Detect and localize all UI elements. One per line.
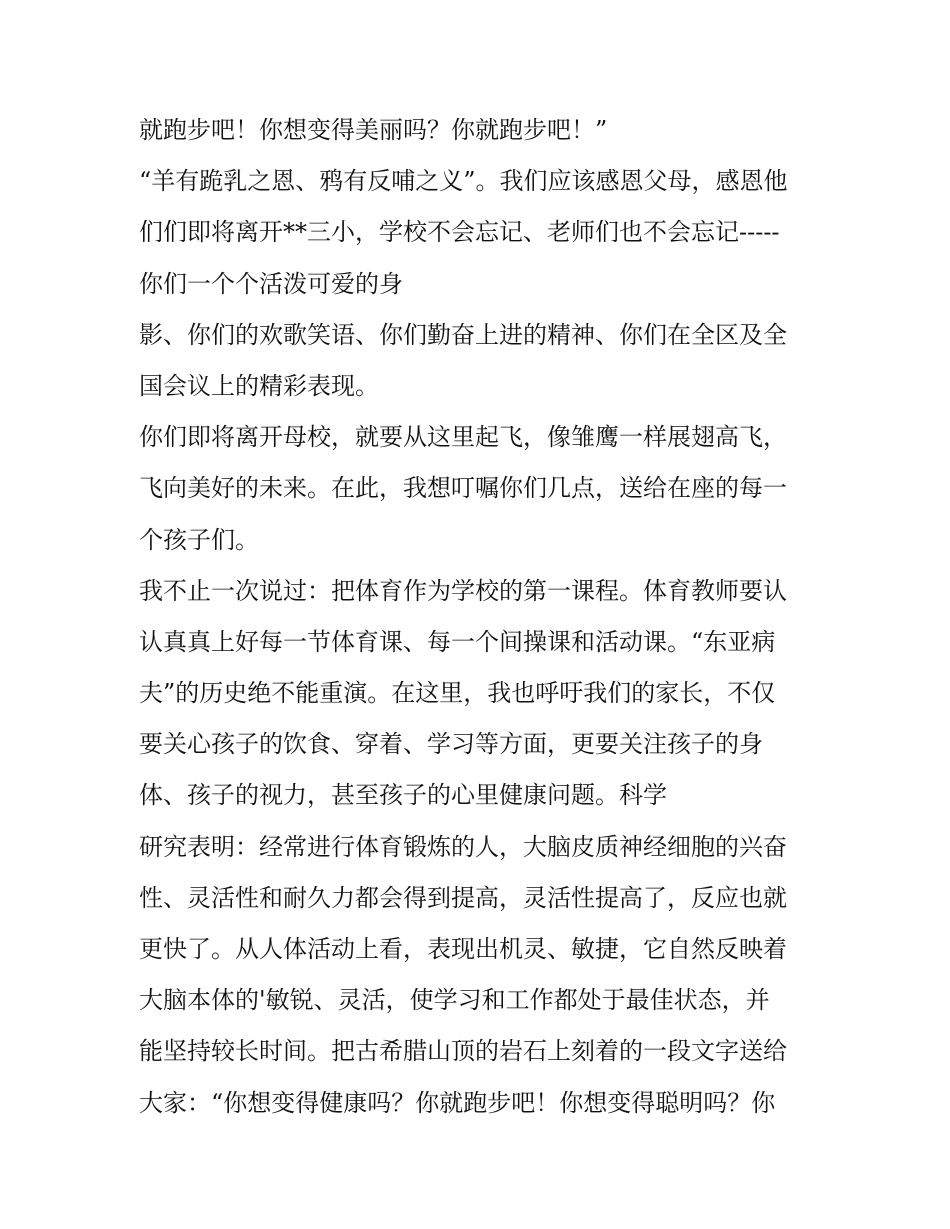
text-line: 研究表明：经常进行体育锻炼的人，大脑皮质神经细胞的兴奋 bbox=[139, 832, 787, 861]
text-line: 个孩子们。 bbox=[139, 525, 259, 554]
text-line: 要关心孩子的饮食、穿着、学习等方面，更要关注孩子的身 bbox=[139, 730, 763, 759]
text-line: 更快了。从人体活动上看，表现出机灵、敏捷，它自然反映着 bbox=[139, 935, 787, 963]
text-line: 认真真上好每一节体育课、每一个间操课和活动课。“东亚病 bbox=[139, 627, 776, 656]
text-line: 影、你们的欢歌笑语、你们勤奋上进的精神、你们在全区及全 bbox=[139, 320, 787, 349]
text-line: 国会议上的精彩表现。 bbox=[139, 371, 379, 400]
text-line: 飞向美好的未来。在此，我想叮嘱你们几点，送给在座的每一 bbox=[139, 474, 787, 503]
text-line: 你们一个个活泼可爱的身 bbox=[139, 269, 403, 298]
text-line: 体、孩子的视力，甚至孩子的心里健康问题。科学 bbox=[139, 781, 667, 810]
body-text bbox=[139, 105, 829, 1129]
text-line: 性、灵活性和耐久力都会得到提高，灵活性提高了，反应也就 bbox=[139, 883, 787, 912]
text-line: 你们即将离开母校，就要从这里起飞，像雏鹰一样展翅高飞， bbox=[139, 423, 787, 452]
text-line: 大脑本体的'敏锐、灵活，使学习和工作都处于最佳状态，并 bbox=[139, 986, 770, 1015]
text-line: 我不止一次说过：把体育作为学校的第一课程。体育教师要认 bbox=[139, 576, 787, 605]
text-line: 夫”的历史绝不能重演。在这里，我也呼吁我们的家长，不仅 bbox=[139, 679, 776, 708]
text-line: “羊有跪乳之恩、鸦有反哺之义”。我们应该感恩父母，感恩他 bbox=[139, 167, 788, 196]
text-line: 就跑步吧！你想变得美丽吗？你就跑步吧！” bbox=[139, 116, 608, 144]
text-line: 大家：“你想变得健康吗？你就跑步吧！你想变得聪明吗？你 bbox=[139, 1088, 776, 1117]
text-line: 们们即将离开**三小，学校不会忘记、老师们也不会忘记----- bbox=[139, 218, 780, 247]
text-line: 能坚持较长时间。把古希腊山顶的岩石上刻着的一段文字送给 bbox=[139, 1037, 787, 1066]
